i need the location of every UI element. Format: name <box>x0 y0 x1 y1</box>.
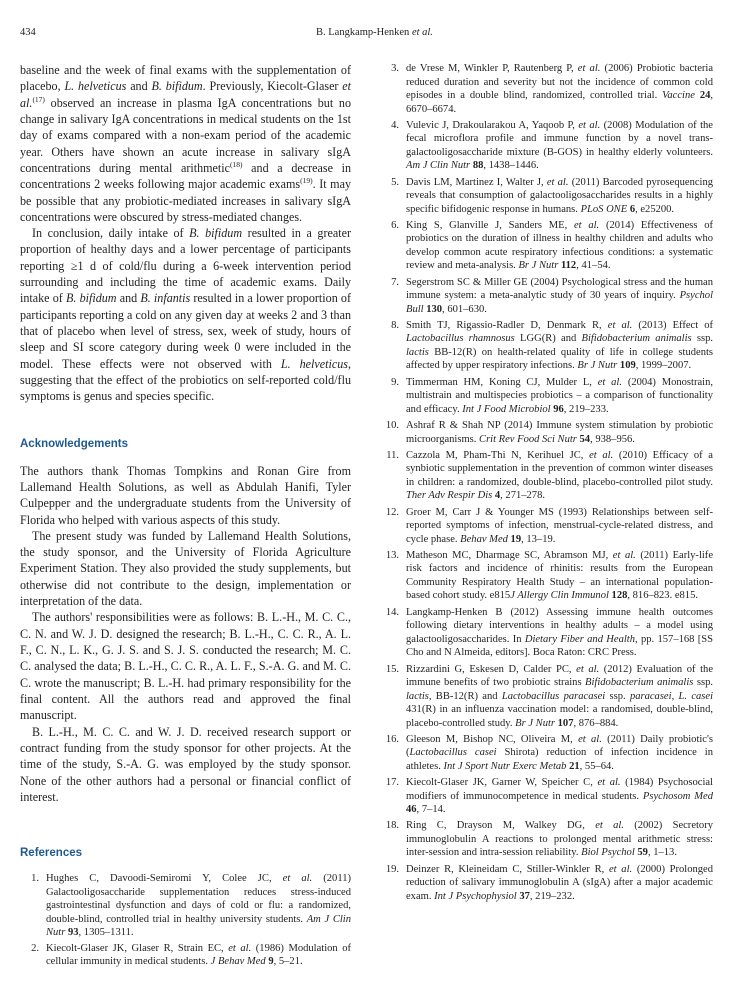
reference-item <box>380 119 713 173</box>
reference-text: Davis LM, Martinez I, Walter J, et al. (2011) Barcoded pyrosequencing reveals that consumption of galactooligosaccharides results in a highly specific bifidogenic response in humans. PLoS ONE 6, e25200. <box>406 176 713 215</box>
acknowledgements-paragraph: The authors thank Thomas Tompkins and Ronan Gire from Lallemand Health Solutions, as well as Abdulah Hanifi, Tyler Culpepper and the undergraduate students from the University of Florida who helped with various aspects of this study. <box>20 463 351 527</box>
reference-text: Vulevic J, Drakoularakou A, Yaqoob P, et al. (2008) Modulation of the fecal microflora profile and immune function by a novel trans-galactooligosaccharide mixture (B-GOS) in healthy elderly volunteers. Am J Clin Nutr 88, 1438–1446. <box>406 119 713 172</box>
page-header <box>20 27 708 43</box>
references-heading: References <box>20 847 83 860</box>
reference-item <box>380 733 713 774</box>
reference-text: Gleeson M, Bishop NC, Oliveira M, et al. (2011) Daily probiotic's (Lactobacillus casei Shirota) reduction of infection incidence in athletes. Int J Sport Nutr Exerc Metab 21, 55–64. <box>406 733 714 772</box>
reference-text: Langkamp-Henken B (2012) Assessing immune health outcomes following dietary interventions in healthy adults – a model using galactooligosaccharides. In Dietary Fiber and Health, pp. 157–168 [SS Cho and N Almeida, editors]. Boca Raton: CRC Press. <box>406 606 713 659</box>
reference-number: 15. <box>385 663 399 675</box>
reference-number: 1. <box>31 873 39 885</box>
reference-text: King S, Glanville J, Sanders ME, et al. (2014) Effectiveness of probiotics on the duration of illness in healthy children and adults who develop common acute respiratory infectious conditions: a systematic review and meta-analysis. Br J Nutr 112, 41–54. <box>406 219 713 272</box>
reference-number: 17. <box>385 777 399 789</box>
reference-item <box>380 376 713 417</box>
body-paragraph: baseline and the week of final exams with the supplementation of placebo, L. helveticus and B. bifidum. Previously, Kiecolt-Glaser et al.$^{(17)}$ observed an increase in plasma IgA concentrations but no change in salivary IgA concentrations in medical students on the 1st day of exams compared with a non-exam period of the academic year. Others have shown an acute increase in salivary sIgA concentrations during mental arithmetic$^{(18)}$ and a decrease in concentrations 2 weeks following major academic exams$^{(19)}$. It may be possible that any probiotic-mediated increases in salivary sIgA concentrations were obscured by stress-mediated changes. <box>20 63 352 224</box>
reference-item <box>380 176 713 217</box>
reference-item <box>380 819 713 860</box>
reference-number: 11. <box>386 449 399 461</box>
reference-text: Smith TJ, Rigassio-Radler D, Denmark R, et al. (2013) Effect of Lactobacillus rhamnosus LGG(R) and Bifidobacterium animalis ssp. lactis BB-12(R) on health-related quality of life in college students affected by upper respiratory infections. Br J Nutr 109, 1999–2007. <box>406 319 714 372</box>
reference-number: 2. <box>31 942 39 954</box>
reference-item <box>380 276 713 317</box>
reference-text: Ashraf R & Shah NP (2014) Immune system stimulation by probiotic microorganisms. Crit Rev Food Sci Nutr 54, 938–956. <box>406 420 713 445</box>
reference-number: 3. <box>391 63 399 74</box>
reference-item <box>380 219 713 273</box>
reference-item <box>20 942 351 969</box>
acknowledgements-heading: Acknowledgements <box>20 437 128 450</box>
conclusion-paragraph: In conclusion, daily intake of B. bifidum resulted in a greater proportion of healthy days and a lower percentage of participants reporting ≥1 d of cold/flu during a 6-week intervention period surrounding and including the time of academic exams. Daily intake of B. bifidum and B. infantis resulted in a lower proportion of participants reporting a cold on any given day at weeks 2 and 3 than that of placebo when level of stress, sex, week of study, hours of sleep and SI score category during week 0 were included in the model. These effects were not observed with L. helveticus, suggesting that the effect of the probiotics on self-reported cold/flu symptoms is genus and species specific. <box>20 226 352 404</box>
reference-item <box>380 863 713 904</box>
acknowledgements-paragraph: The authors' responsibilities were as follows: B. L.-H., M. C. C., C. N. and W. J. D. designed the research; B. L.-H., C. C. R., A. L. F., C. N., L. K., G. J. S. and S. J. S. conducted the research; M. C. C. analysed the data; B. L.-H., C. C. R., A. L. F., S.-A. G. and M. C. C. wrote the manuscript; B. L.-H. had primary responsibility for the final content. All the authors read and approved the final manuscript. <box>20 610 351 723</box>
reference-item <box>380 506 713 547</box>
reference-number: 16. <box>385 733 399 745</box>
reference-text: Kiecolt-Glaser JK, Garner W, Speicher C, et al. (1984) Psychosocial modifiers of immunocompetence in medical students. Psychosom Med 46, 7–14. <box>406 777 713 816</box>
reference-item <box>380 606 713 660</box>
acknowledgements-paragraph: The present study was funded by Lallemand Health Solutions, the study sponsor, and the University of Florida Agriculture Experiment Station. They also provided the study supplements, but otherwise did not contribute to the design, implementation or interpretation of the data. <box>20 528 351 609</box>
running-head-text: B. Langkamp-Henken et al. <box>316 27 433 38</box>
reference-item <box>380 62 713 116</box>
reference-number: 14. <box>385 606 399 618</box>
reference-number: 10. <box>385 420 399 432</box>
reference-number: 13. <box>385 549 399 561</box>
reference-text: Segerstrom SC & Miller GE (2004) Psychological stress and the human immune system: a meta-analytic study of 30 years of inquiry. Psychol Bull 130, 601–630. <box>406 276 713 315</box>
reference-text: Matheson MC, Dharmage SC, Abramson MJ, et al. (2011) Early-life risk factors and incidence of rhinitis: results from the European Community Respiratory Health Study – an international population-based cohort study. e815J Allergy Clin Immunol 128, 816–823. e815. <box>406 549 714 602</box>
reference-text: Kiecolt-Glaser JK, Glaser R, Strain EC, et al. (1986) Modulation of cellular immunity in medical students. J Behav Med 9, 5–21. <box>46 942 351 968</box>
reference-number: 9. <box>391 376 399 388</box>
reference-text: Rizzardini G, Eskesen D, Calder PC, et al. (2012) Evaluation of the immune benefits of two probiotic strains Bifidobacterium animalis ssp. lactis, BB-12(R) and Lactobacillus paracasei ssp. paracasei, L. casei 431(R) in an influenza vaccination model: a randomised, double-blind, placebo-controlled study. Br J Nutr 107, 876–884. <box>406 663 714 729</box>
reference-text: Cazzola M, Pham-Thi N, Kerihuel JC, et al. (2010) Efficacy of a synbiotic supplementation in the prevention of common winter diseases in children: a randomized, double-blind, placebo-controlled pilot study. Ther Adv Respir Dis 4, 271–278. <box>406 449 713 502</box>
reference-list-left <box>20 872 351 969</box>
reference-text: Timmerman HM, Koning CJ, Mulder L, et al. (2004) Monostrain, multistrain and multispecies probiotics – a comparison of functionality and efficacy. Int J Food Microbiol 96, 219–233. <box>406 376 714 415</box>
reference-text: Deinzer R, Kleineidam C, Stiller-Winkler R, et al. (2000) Prolonged reduction of salivary immunoglobulin A (sIgA) after a major academic exam. Int J Psychophysiol 37, 219–232. <box>406 863 714 902</box>
reference-item <box>380 663 713 731</box>
reference-text: Groer M, Carr J & Younger MS (1993) Relationships between self-reported symptoms of infection, menstrual-cycle-related distress, and cycle phase. Behav Med 19, 13–19. <box>406 506 713 545</box>
acknowledgements-paragraph: B. L.-H., M. C. C. and W. J. D. received research support or contract funding from the study sponsor for other projects. At the time of the study, S.-A. G. was employed by the study sponsor. None of the other authors had a personal or financial conflict of interest. <box>20 724 351 804</box>
right-column <box>380 62 713 906</box>
reference-item <box>20 872 351 940</box>
reference-number: 5. <box>391 176 399 188</box>
reference-number: 19. <box>385 863 399 875</box>
running-head <box>316 27 433 38</box>
reference-text: Hughes C, Davoodi-Semiromi Y, Colee JC, et al. (2011) Galactooligosaccharide supplementation reduces stress-induced gastrointestinal dysfunction and days of cold or flu: a randomized, double-blind, controlled trial in healthy university students. Am J Clin Nutr 93, 1305–1311. <box>46 873 351 939</box>
reference-item <box>380 776 713 817</box>
reference-number: 12. <box>385 506 399 518</box>
reference-number: 7. <box>391 276 399 288</box>
left-column <box>20 62 351 971</box>
reference-text: de Vrese M, Winkler P, Rautenberg P, et al. (2006) Probiotic bacteria reduced duration and severity but not the incidence of common cold episodes in a double blind, randomized, controlled trial. Vaccine 24, 6670–6674. <box>406 63 714 115</box>
reference-number: 4. <box>391 119 399 131</box>
reference-text: Ring C, Drayson M, Walkey DG, et al. (2002) Secretory immunoglobulin A reactions to prolonged mental arithmetic stress: inter-session and intra-session reliability. Biol Psychol 59, 1–13. <box>406 820 713 859</box>
reference-list-right <box>380 62 713 903</box>
reference-number: 18. <box>385 820 399 832</box>
reference-item <box>380 319 713 373</box>
reference-item <box>380 419 713 446</box>
reference-item <box>380 549 713 603</box>
page-number: 434 <box>20 27 36 38</box>
reference-number: 6. <box>391 219 399 231</box>
reference-number: 8. <box>391 319 399 331</box>
reference-item <box>380 449 713 503</box>
